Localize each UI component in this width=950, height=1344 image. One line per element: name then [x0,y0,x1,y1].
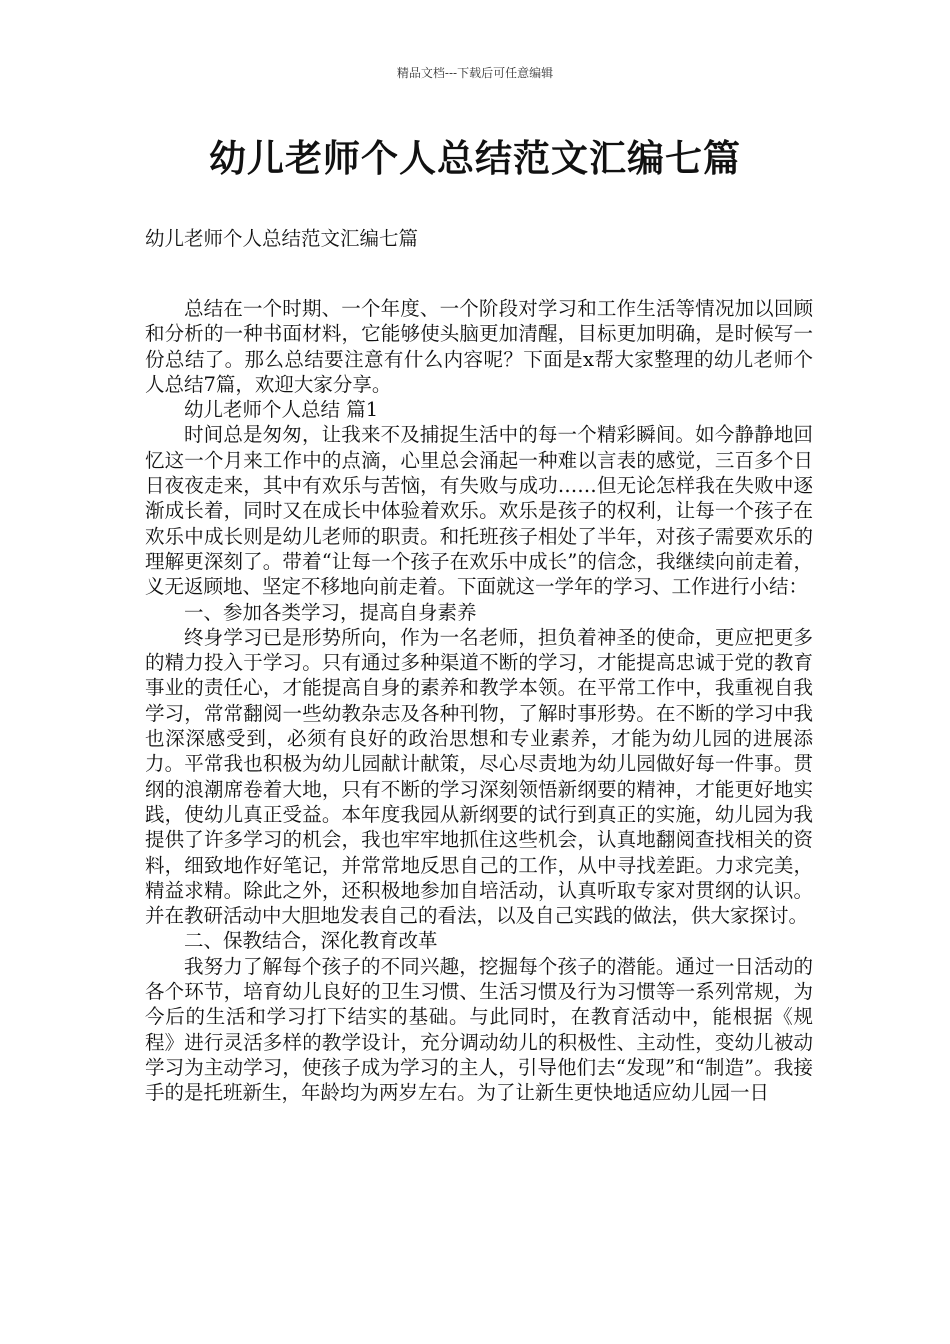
section-heading-education: 二、保教结合，深化教育改革 [184,929,438,953]
section-heading-learning: 一、参加各类学习，提高自身素养 [184,600,477,624]
header-note: 精品文档---下载后可任意编辑 [396,66,554,80]
document-body [145,296,813,1106]
body-paragraph: 终身学习已是形势所向，作为一名老师，担负着神圣的使命，更应把更多的精力投入于学习。只有通过多种渠道不断的学习，才能提高忠诚于党的教育事业的责任心，才能提高自身的素养和教学本领。在平常工作中，我重视自我学习，常常翻阅一些幼教杂志及各种刊物，了解时事形势。在不断的学习中我也深深感受到，必须有良好的政治思想和专业素养，才能为幼儿园的进展添力。平常我也积极为幼儿园献计献策，尽心尽责地为幼儿园做好每一件事。贯纲的浪潮席卷着大地，只有不断的学习深刻领悟新纲要的精神，才能更好地实践，使幼儿真正受益。本年度我园从新纲要的试行到真正的实施，幼儿园为我提供了许多学习的机会，我也牢牢地抓住这些机会，认真地翻阅查找相关的资料，细致地作好笔记，并常常地反思自己的工作，从中寻找差距。力求完美，精益求精。除此之外，还积极地参加自培活动，认真听取专家对贯纲的认识。并在教研活动中大胆地发表自己的看法，以及自己实践的做法，供大家探讨。 [145,625,813,928]
section-heading-part1: 幼儿老师个人总结 篇1 [184,398,379,422]
intro-paragraph: 总结在一个时期、一个年度、一个阶段对学习和工作生活等情况加以回顾和分析的一种书面材料，它能够使头脑更加清醒，目标更加明确，是时候写一份总结了。那么总结要注意有什么内容呢？下面是x帮大家整理的幼儿老师个人总结7篇，欢迎大家分享。 [145,297,813,396]
body-paragraph: 我努力了解每个孩子的不同兴趣，挖掘每个孩子的潜能。通过一日活动的各个环节，培育幼儿良好的卫生习惯、生活习惯及行为习惯等一系列常规，为今后的生活和学习打下结实的基础。与此同时，在教育活动中，能根据《规程》进行灵活多样的教学设计，充分调动幼儿的积极性、主动性，变幼儿被动学习为主动学习，使孩子成为学习的主人，引导他们去“发现”和“制造”。我接手的是托班新生，年龄均为两岁左右。为了让新生更快地适应幼儿园一日 [145,954,813,1105]
document-title: 幼儿老师个人总结范文汇编七篇 [209,137,741,180]
body-paragraph: 时间总是匆匆，让我来不及捕捉生活中的每一个精彩瞬间。如今静静地回忆这一个月来工作中的点滴，心里总会涌起一种难以言表的感觉，三百多个日日夜夜走来，其中有欢乐与苦恼，有失败与成功……但无论怎样我在失败中逐渐成长着，同时又在成长中体验着欢乐。欢乐是孩子的权利，让每一个孩子在欢乐中成长则是幼儿老师的职责。和托班孩子相处了半年，对孩子需要欢乐的理解更深刻了。带着“让每一个孩子在欢乐中成长”的信念，我继续向前走着，义无返顾地、坚定不移地向前走着。下面就这一学年的学习、工作进行小结： [145,423,813,599]
document-subtitle: 幼儿老师个人总结范文汇编七篇 [145,227,419,250]
